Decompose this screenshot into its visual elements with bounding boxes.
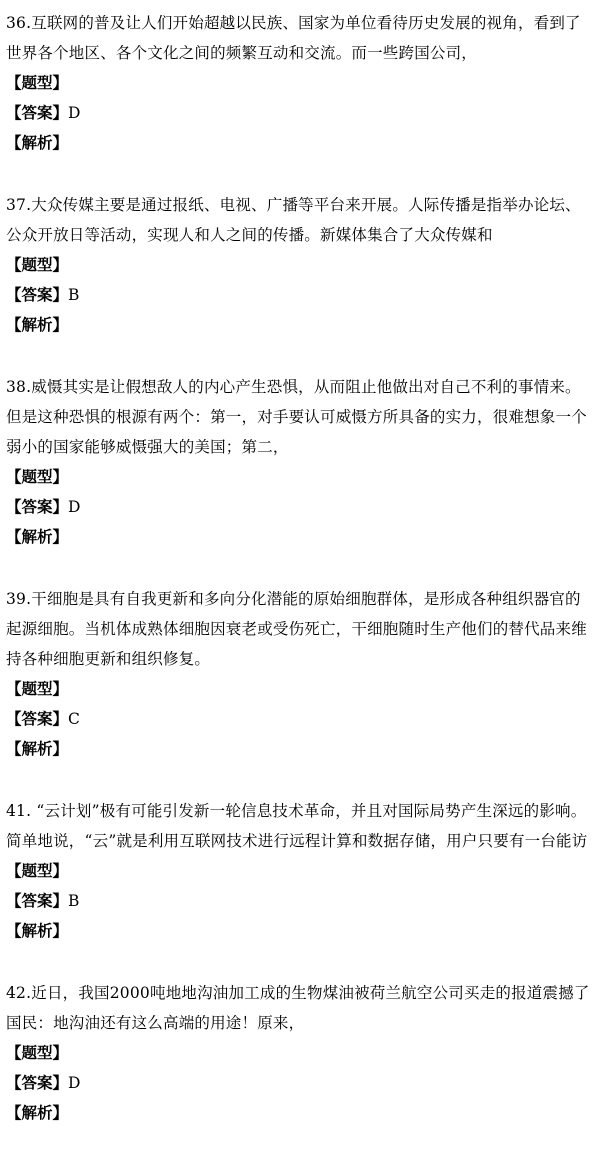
question-type-row bbox=[6, 1038, 596, 1068]
question-text: 37.大众传媒主要是通过报纸、电视、广播等平台来开展。人际传播是指举办论坛、公众开放日等活动，实现人和人之间的传播。新媒体集合了大众传媒和 bbox=[6, 196, 581, 244]
question-text: 36.互联网的普及让人们开始超越以民族、国家为单位看待历史发展的视角，看到了世界各个地区、各个文化之间的频繁互动和交流。而一些跨国公司， bbox=[6, 14, 581, 62]
question-41 bbox=[6, 796, 596, 946]
answer-value: B bbox=[68, 892, 80, 910]
answer-label: 【答案】 bbox=[6, 497, 69, 516]
question-type-row bbox=[6, 856, 596, 886]
answer-label: 【答案】 bbox=[6, 1073, 69, 1092]
analysis-row bbox=[6, 1098, 596, 1128]
type-label: 【题型】 bbox=[6, 467, 69, 486]
question-text: 42.近日，我国2000吨地地沟油加工成的生物煤油被荷兰航空公司买走的报道震撼了国民：地沟油还有这么高端的用途！原来， bbox=[6, 984, 590, 1032]
question-38 bbox=[6, 372, 596, 552]
answer-value: D bbox=[68, 1074, 81, 1092]
type-label: 【题型】 bbox=[6, 255, 69, 274]
question-text: 39.干细胞是具有自我更新和多向分化潜能的原始细胞群体，是形成各种组织器官的起源细胞。当机体成熟体细胞因衰老或受伤死亡，干细胞随时生产他们的替代品来维持各种细胞更新和组织修复。 bbox=[6, 590, 587, 668]
answer-value: D bbox=[68, 104, 81, 122]
question-type-row bbox=[6, 68, 596, 98]
question-39 bbox=[6, 584, 596, 764]
analysis-row bbox=[6, 522, 596, 552]
analysis-label: 【解析】 bbox=[6, 133, 69, 152]
document-page bbox=[6, 8, 596, 1160]
type-label: 【题型】 bbox=[6, 73, 69, 92]
answer-label: 【答案】 bbox=[6, 709, 69, 728]
analysis-label: 【解析】 bbox=[6, 739, 69, 758]
answer-label: 【答案】 bbox=[6, 103, 69, 122]
question-type-row bbox=[6, 462, 596, 492]
analysis-label: 【解析】 bbox=[6, 315, 69, 334]
question-42 bbox=[6, 978, 596, 1128]
question-type-row bbox=[6, 250, 596, 280]
type-label: 【题型】 bbox=[6, 861, 69, 880]
analysis-row bbox=[6, 310, 596, 340]
analysis-row bbox=[6, 128, 596, 158]
answer-row bbox=[6, 704, 596, 734]
question-37 bbox=[6, 190, 596, 340]
analysis-label: 【解析】 bbox=[6, 527, 69, 546]
answer-row bbox=[6, 280, 596, 310]
answer-value: D bbox=[68, 498, 81, 516]
question-text: 41. “云计划”极有可能引发新一轮信息技术革命，并且对国际局势产生深远的影响。简单地说，“云”就是利用互联网技术进行远程计算和数据存储，用户只要有一台能访 bbox=[6, 802, 588, 850]
type-label: 【题型】 bbox=[6, 679, 69, 698]
question-text: 38.威慑其实是让假想敌人的内心产生恐惧，从而阻止他做出对自己不利的事情来。但是这种恐惧的根源有两个：第一，对手要认可威慑方所具备的实力，很难想象一个弱小的国家能够威慑强大的美国；第二， bbox=[6, 378, 587, 456]
question-type-row bbox=[6, 674, 596, 704]
answer-row bbox=[6, 492, 596, 522]
analysis-row bbox=[6, 734, 596, 764]
answer-row bbox=[6, 98, 596, 128]
analysis-label: 【解析】 bbox=[6, 921, 69, 940]
answer-label: 【答案】 bbox=[6, 285, 69, 304]
answer-value: C bbox=[68, 710, 80, 728]
answer-label: 【答案】 bbox=[6, 891, 69, 910]
analysis-label: 【解析】 bbox=[6, 1103, 69, 1122]
answer-row bbox=[6, 886, 596, 916]
type-label: 【题型】 bbox=[6, 1043, 69, 1062]
answer-row bbox=[6, 1068, 596, 1098]
answer-value: B bbox=[68, 286, 80, 304]
question-36 bbox=[6, 8, 596, 158]
analysis-row bbox=[6, 916, 596, 946]
